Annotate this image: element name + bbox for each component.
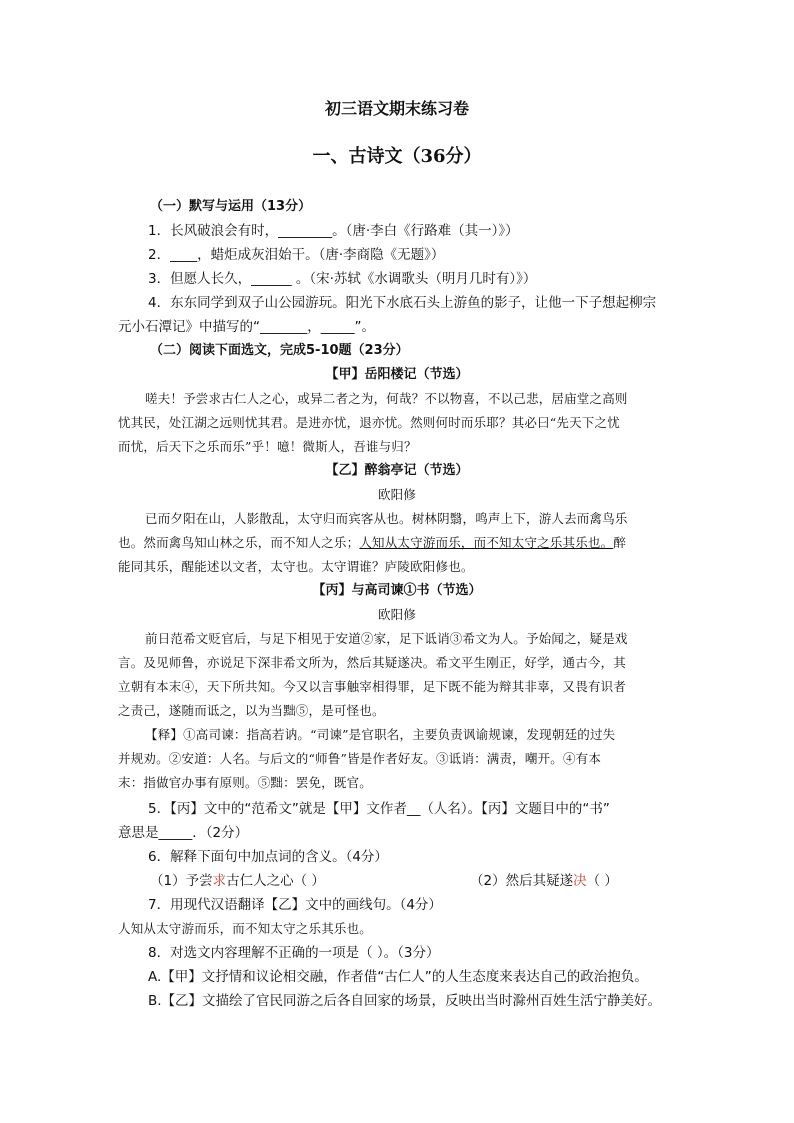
question-5-line-1: 5．【丙】文中的“范希文”就是【甲】文作者__（人名）。【丙】文题目中的“书”	[148, 801, 610, 817]
question-7: 7．用现代汉语翻译【乙】文中的画线句。（4分）	[148, 897, 442, 913]
q6-item-text: （ ）	[586, 873, 618, 889]
passage-bing-line: 言。及见师鲁，亦说足下深非希文所为，然后其疑遂决。希文平生刚正，好学，通古今，其	[118, 655, 627, 670]
passage-yi-line: 已而夕阳在山，人影散乱，太守归而宾客从也。树林阴翳，鸣声上下，游人去而禽鸟乐	[145, 511, 628, 526]
question-8: 8．对选文内容理解不正确的一项是（ ）。（3分）	[148, 945, 440, 961]
question-4-line-2: 元小石潭记》中描写的“_______，_____”。	[118, 319, 375, 335]
question-6: 6．解释下面句中加点词的含义。（4分）	[148, 849, 388, 865]
notes-line: 末：指做官办事有原则。⑤黜：罢免，既官。	[118, 775, 373, 790]
passage-bing-title: 【丙】与高司谏①书（节选）	[312, 583, 482, 598]
notes-line: 并规劝。②安道：人名。与后文的“师鲁”皆是作者好友。③诋诮：满责，嘲开。④有本	[118, 751, 602, 766]
question-6-item-2	[470, 872, 618, 890]
notes-line: 【释】①高司谏：指高若讷。“司谏”是官职名，主要负责讽谕规谏，发现朝廷的过失	[145, 727, 616, 742]
part1-heading: （一）默写与运用（13分）	[150, 199, 312, 214]
passage-yi-line	[118, 534, 626, 552]
passage-yi-text: 也。然而禽鸟知山林之乐，而不知人之乐；	[118, 535, 360, 550]
section-title: 一、古诗文（36分）	[312, 146, 482, 167]
question-4-line-1: 4．东东同学到双子山公园游玩。阳光下水底石头上游鱼的影子，让他一下子想起柳宗	[148, 295, 657, 311]
passage-jia-title: 【甲】岳阳楼记（节选）	[325, 367, 469, 382]
passage-yi-title: 【乙】醉翁亭记（节选）	[325, 463, 469, 478]
passage-yi-text: 醉	[613, 535, 627, 550]
passage-yi-line: 能同其乐，醒能述以文者，太守也。太守谓谁？庐陵欧阳修也。	[118, 559, 474, 574]
page-title: 初三语文期末练习卷	[324, 99, 469, 118]
emphasized-word: 决	[573, 873, 587, 889]
q6-item-text: （2）然后其疑遂	[470, 873, 574, 889]
question-7-sentence: 人知从太守游而乐，而不知太守之乐其乐也。	[118, 921, 373, 936]
underlined-sentence: 人知从太守游而乐，而不知太守之乐其乐也。	[359, 535, 614, 550]
question-2: 2．____，蜡炬成灰泪始干。（唐·李商隐《无题》）	[148, 247, 445, 263]
part2-heading: （二）阅读下面选文，完成5-10题（23分）	[150, 343, 409, 358]
passage-jia-line: 忧其民，处江湖之远则忧其君。是进亦忧，退亦忧。然则何时而乐耶？其必曰“先天下之忧	[118, 415, 620, 430]
q6-item-text: （1）予尝	[150, 873, 213, 889]
passage-bing-line: 立朝有本末④，天下所共知。今又以言事触宰相得罪，足下既不能为辩其非辜，又畏有识者	[118, 679, 627, 694]
question-6-item-1	[150, 872, 325, 890]
passage-bing-line: 前日范希文贬官后，与足下相见于安道②家，足下诋诮③希文为人。予始闻之，疑是戏	[145, 631, 628, 646]
emphasized-word: 求	[212, 873, 227, 889]
passage-jia-line: 而忧，后天下之乐而乐”乎！噫！微斯人，吾谁与归？	[118, 439, 417, 454]
passage-yi-author: 欧阳修	[377, 487, 417, 502]
q6-item-text: 古仁人之心（ ）	[226, 873, 325, 889]
question-3: 3．但愿人长久，______ 。（宋·苏轼《水调歌头（明月几时有）》）	[148, 271, 537, 287]
question-1: 1．长风破浪会有时，________。（唐·李白《行路难（其一）》）	[148, 223, 519, 239]
question-5-line-2: 意思是_____．（2分）	[118, 825, 249, 841]
question-8-option-b: B.【乙】文描绘了官民同游之后各自回家的场景，反映出当时滁州百姓生活宁静美好。	[148, 993, 662, 1009]
question-8-option-a: A.【甲】文抒情和议论相交融，作者借“古仁人”的人生态度来表达自己的政治抱负。	[148, 969, 648, 985]
passage-bing-author: 欧阳修	[377, 607, 417, 622]
passage-jia-line: 嗟夫！予尝求古仁人之心，或异二者之为，何哉？不以物喜，不以己悲，居庙堂之高则	[145, 391, 628, 406]
passage-bing-line: 之责己，遂随而诋之，以为当黜⑤，是可怪也。	[118, 703, 385, 718]
